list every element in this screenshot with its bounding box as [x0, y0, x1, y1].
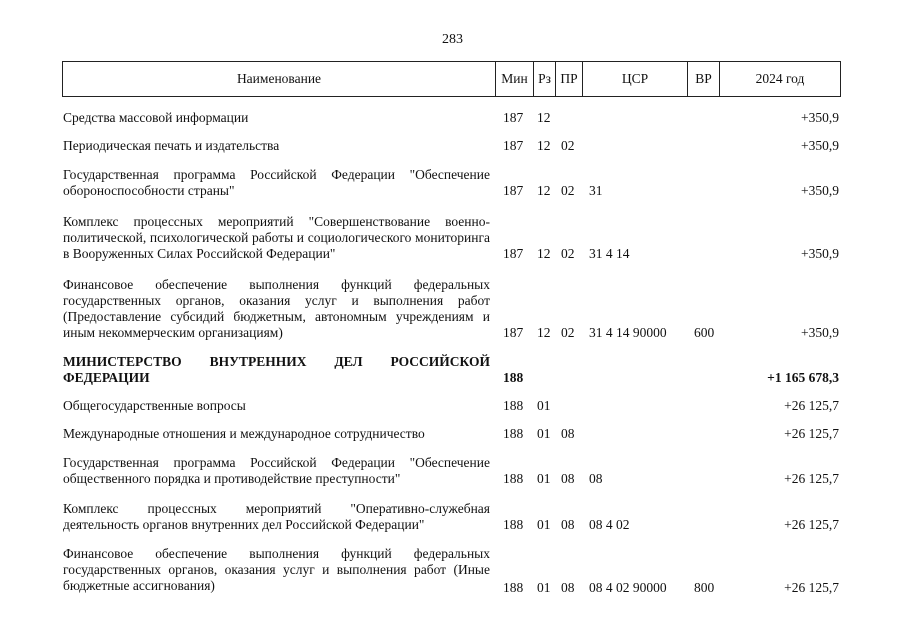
- row-rz: 12: [537, 183, 551, 198]
- row-min: 188: [503, 426, 524, 441]
- row-min: 187: [503, 325, 524, 340]
- row-name-line2: ФЕДЕРАЦИИ: [63, 370, 150, 385]
- row-amount: +26 125,7: [784, 398, 839, 413]
- row-amount: +350,9: [801, 183, 839, 198]
- row-name-line1: МИНИСТЕРСТВО ВНУТРЕННИХ ДЕЛ РОССИЙСКОЙ: [63, 354, 490, 369]
- row-csr: 08 4 02 90000: [589, 580, 667, 595]
- row-pr: 08: [561, 580, 575, 595]
- row-vr: 800: [694, 580, 715, 595]
- header-name: Наименование: [63, 62, 496, 96]
- row-vr: 600: [694, 325, 715, 340]
- row-pr: 02: [561, 325, 575, 340]
- row-min: 188: [503, 580, 524, 595]
- row-amount: +350,9: [801, 325, 839, 340]
- row-rz: 12: [537, 325, 551, 340]
- header-pr: ПР: [556, 62, 583, 96]
- row-rz: 01: [537, 398, 551, 413]
- row-min: 187: [503, 183, 524, 198]
- row-pr: 02: [561, 183, 575, 198]
- row-amount: +350,9: [801, 138, 839, 153]
- row-name: Финансовое обеспечение выполнения функций федеральных государственных органов, оказания услуг и выполнения работ (Иные бюджетные ассигнования): [63, 546, 490, 593]
- row-min: 187: [503, 246, 524, 261]
- header-year: 2024 год: [755, 71, 805, 86]
- row-csr: 31 4 14: [589, 246, 630, 261]
- row-name: Государственная программа Российской Федерации "Обеспечение общественного порядка и противодействие преступности": [63, 455, 490, 486]
- row-amount: +1 165 678,3: [767, 370, 839, 385]
- row-csr: 31 4 14 90000: [589, 325, 667, 340]
- row-pr: 08: [561, 517, 575, 532]
- row-name: [63, 354, 490, 386]
- table-header: [62, 61, 841, 97]
- row-rz: 12: [537, 138, 551, 153]
- row-min: 187: [503, 138, 524, 153]
- row-name: Средства массовой информации: [63, 110, 249, 125]
- row-csr: 31: [589, 183, 603, 198]
- row-amount: +26 125,7: [784, 517, 839, 532]
- row-amount: +26 125,7: [784, 426, 839, 441]
- row-min: 188: [503, 398, 524, 413]
- header-csr: ЦСР: [583, 62, 688, 96]
- row-rz: 01: [537, 426, 551, 441]
- row-amount: +350,9: [801, 246, 839, 261]
- row-rz: 12: [537, 246, 551, 261]
- row-rz: 01: [537, 471, 551, 486]
- row-name: Государственная программа Российской Федерации "Обеспечение обороноспособности страны": [63, 167, 490, 198]
- row-name: Комплекс процессных мероприятий "Оперативно-служебная деятельность органов внутренних дел Российской Федерации": [63, 501, 490, 532]
- row-min: 187: [503, 110, 524, 125]
- header-min: Мин: [496, 62, 534, 96]
- row-rz: 01: [537, 580, 551, 595]
- row-amount: +26 125,7: [784, 580, 839, 595]
- row-name: Общегосударственные вопросы: [63, 398, 246, 413]
- row-rz: 01: [537, 517, 551, 532]
- row-pr: 08: [561, 426, 575, 441]
- row-name: Финансовое обеспечение выполнения функций федеральных государственных органов, оказания услуг и выполнения работ (Предоставление субсидий бюджетным, автономным учреждениям и иным некоммерческим организациям): [63, 277, 490, 340]
- row-name: Периодическая печать и издательства: [63, 138, 280, 153]
- header-rz: Рз: [534, 62, 556, 96]
- row-pr: 02: [561, 138, 575, 153]
- row-min: 188: [503, 471, 524, 486]
- row-min: 188: [503, 370, 524, 385]
- row-rz: 12: [537, 110, 551, 125]
- row-pr: 08: [561, 471, 575, 486]
- row-csr: 08: [589, 471, 603, 486]
- row-pr: 02: [561, 246, 575, 261]
- row-csr: 08 4 02: [589, 517, 630, 532]
- page-number: 283: [442, 32, 463, 47]
- row-name: Комплекс процессных мероприятий "Совершенствование военно-политической, психологической работы и социологического мониторинга в Вооруженных Силах Российской Федерации": [63, 214, 490, 261]
- row-amount: +26 125,7: [784, 471, 839, 486]
- row-min: 188: [503, 517, 524, 532]
- row-name: Международные отношения и международное сотрудничество: [63, 426, 425, 441]
- row-amount: +350,9: [801, 110, 839, 125]
- header-vr: ВР: [688, 62, 720, 96]
